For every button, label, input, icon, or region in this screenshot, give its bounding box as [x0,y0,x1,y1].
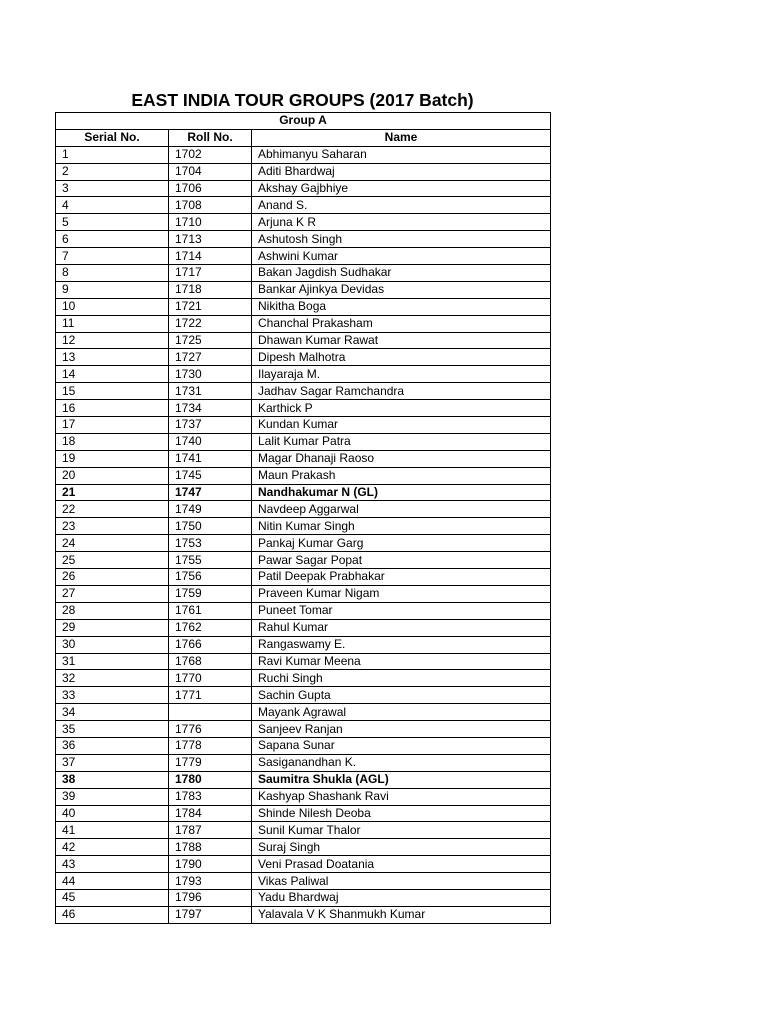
roster-body [56,146,551,923]
roll-no-cell: 1780 [169,771,252,788]
serial-no-cell: 40 [56,805,169,822]
name-cell: Dhawan Kumar Rawat [252,332,551,349]
table-row [56,788,551,805]
roll-no-cell: 1721 [169,298,252,315]
table-row [56,687,551,704]
table-row [56,873,551,890]
roll-no-cell: 1747 [169,484,252,501]
column-header-row [56,129,551,146]
group-header-row [56,113,551,130]
roll-no-cell: 1779 [169,754,252,771]
serial-no-cell: 17 [56,417,169,434]
name-cell: Jadhav Sagar Ramchandra [252,383,551,400]
table-row [56,619,551,636]
serial-no-cell: 39 [56,788,169,805]
serial-no-cell: 15 [56,383,169,400]
table-row [56,535,551,552]
name-cell: Pawar Sagar Popat [252,552,551,569]
serial-no-cell: 12 [56,332,169,349]
roll-no-cell: 1771 [169,687,252,704]
table-row [56,265,551,282]
serial-no-cell: 20 [56,467,169,484]
serial-no-cell: 9 [56,281,169,298]
name-cell: Saumitra Shukla (AGL) [252,771,551,788]
name-cell: Sanjeev Ranjan [252,721,551,738]
table-row [56,467,551,484]
roll-no-cell: 1734 [169,400,252,417]
name-cell: Sachin Gupta [252,687,551,704]
table-row [56,214,551,231]
serial-no-cell: 24 [56,535,169,552]
roll-no-cell: 1740 [169,433,252,450]
roll-no-cell: 1704 [169,163,252,180]
roll-no-cell: 1702 [169,146,252,163]
table-row [56,298,551,315]
roll-no-cell: 1713 [169,231,252,248]
serial-no-cell: 33 [56,687,169,704]
roll-no-cell: 1727 [169,349,252,366]
name-cell: Ravi Kumar Meena [252,653,551,670]
serial-no-cell: 28 [56,602,169,619]
table-row [56,737,551,754]
name-cell: Chanchal Prakasham [252,315,551,332]
roll-no-cell: 1730 [169,366,252,383]
table-row [56,349,551,366]
name-cell: Pankaj Kumar Garg [252,535,551,552]
name-cell: Sasiganandhan K. [252,754,551,771]
name-cell: Arjuna K R [252,214,551,231]
serial-no-cell: 34 [56,704,169,721]
roll-no-cell: 1750 [169,518,252,535]
roll-no-cell: 1797 [169,906,252,923]
name-cell: Patil Deepak Prabhakar [252,569,551,586]
table-row [56,569,551,586]
name-cell: Shinde Nilesh Deoba [252,805,551,822]
table-row [56,484,551,501]
roll-no-cell: 1731 [169,383,252,400]
serial-no-cell: 38 [56,771,169,788]
name-cell: Magar Dhanaji Raoso [252,450,551,467]
roll-no-cell: 1776 [169,721,252,738]
table-row [56,315,551,332]
name-cell: Kashyap Shashank Ravi [252,788,551,805]
table-row [56,754,551,771]
roll-no-cell: 1790 [169,856,252,873]
serial-no-header: Serial No. [56,129,169,146]
table-row [56,248,551,265]
serial-no-cell: 19 [56,450,169,467]
serial-no-cell: 1 [56,146,169,163]
name-cell: Yalavala V K Shanmukh Kumar [252,906,551,923]
roll-no-cell: 1768 [169,653,252,670]
roll-no-cell: 1784 [169,805,252,822]
serial-no-cell: 43 [56,856,169,873]
table-row [56,366,551,383]
serial-no-cell: 14 [56,366,169,383]
roll-no-cell: 1706 [169,180,252,197]
table-row [56,433,551,450]
name-cell: Navdeep Aggarwal [252,501,551,518]
name-cell: Anand S. [252,197,551,214]
serial-no-cell: 35 [56,721,169,738]
name-cell: Ashutosh Singh [252,231,551,248]
name-cell: Nandhakumar N (GL) [252,484,551,501]
roll-no-cell: 1761 [169,602,252,619]
name-header: Name [252,129,551,146]
table-row [56,822,551,839]
serial-no-cell: 5 [56,214,169,231]
table-row [56,889,551,906]
roll-no-cell: 1753 [169,535,252,552]
table-row [56,518,551,535]
table-row [56,417,551,434]
name-cell: Bankar Ajinkya Devidas [252,281,551,298]
name-cell: Karthick P [252,400,551,417]
roll-no-cell [169,704,252,721]
table-row [56,839,551,856]
roll-no-cell: 1770 [169,670,252,687]
name-cell: Lalit Kumar Patra [252,433,551,450]
table-row [56,704,551,721]
roll-no-cell: 1722 [169,315,252,332]
serial-no-cell: 37 [56,754,169,771]
name-cell: Praveen Kumar Nigam [252,585,551,602]
roll-no-cell: 1741 [169,450,252,467]
serial-no-cell: 7 [56,248,169,265]
serial-no-cell: 42 [56,839,169,856]
serial-no-cell: 2 [56,163,169,180]
roll-no-cell: 1778 [169,737,252,754]
name-cell: Mayank Agrawal [252,704,551,721]
serial-no-cell: 3 [56,180,169,197]
roll-no-cell: 1783 [169,788,252,805]
table-row [56,281,551,298]
table-row [56,332,551,349]
roll-no-header: Roll No. [169,129,252,146]
table-row [56,197,551,214]
name-cell: Maun Prakash [252,467,551,484]
name-cell: Abhimanyu Saharan [252,146,551,163]
serial-no-cell: 45 [56,889,169,906]
group-label: Group A [56,113,551,130]
roll-no-cell: 1759 [169,585,252,602]
name-cell: Nitin Kumar Singh [252,518,551,535]
serial-no-cell: 22 [56,501,169,518]
table-row [56,501,551,518]
name-cell: Veni Prasad Doatania [252,856,551,873]
roll-no-cell: 1788 [169,839,252,856]
document-title: EAST INDIA TOUR GROUPS (2017 Batch) [131,90,474,110]
roll-no-cell: 1793 [169,873,252,890]
table-row [56,602,551,619]
name-cell: Rahul Kumar [252,619,551,636]
roll-no-cell: 1796 [169,889,252,906]
table-row [56,585,551,602]
roll-no-cell: 1737 [169,417,252,434]
table-row [56,146,551,163]
roll-no-cell: 1745 [169,467,252,484]
serial-no-cell: 11 [56,315,169,332]
name-cell: Kundan Kumar [252,417,551,434]
table-row [56,552,551,569]
serial-no-cell: 36 [56,737,169,754]
serial-no-cell: 18 [56,433,169,450]
serial-no-cell: 26 [56,569,169,586]
roll-no-cell: 1756 [169,569,252,586]
name-cell: Puneet Tomar [252,602,551,619]
table-row [56,383,551,400]
serial-no-cell: 21 [56,484,169,501]
table-row [56,636,551,653]
name-cell: Nikitha Boga [252,298,551,315]
roll-no-cell: 1708 [169,197,252,214]
serial-no-cell: 46 [56,906,169,923]
table-row [56,721,551,738]
serial-no-cell: 6 [56,231,169,248]
table-row [56,231,551,248]
name-cell: Aditi Bhardwaj [252,163,551,180]
name-cell: Dipesh Malhotra [252,349,551,366]
table-row [56,180,551,197]
roll-no-cell: 1714 [169,248,252,265]
roll-no-cell: 1787 [169,822,252,839]
serial-no-cell: 29 [56,619,169,636]
table-row [56,163,551,180]
table-row [56,670,551,687]
serial-no-cell: 32 [56,670,169,687]
name-cell: Rangaswamy E. [252,636,551,653]
name-cell: Sapana Sunar [252,737,551,754]
serial-no-cell: 4 [56,197,169,214]
roll-no-cell: 1717 [169,265,252,282]
serial-no-cell: 10 [56,298,169,315]
serial-no-cell: 44 [56,873,169,890]
table-row [56,771,551,788]
name-cell: Suraj Singh [252,839,551,856]
serial-no-cell: 16 [56,400,169,417]
name-cell: Ashwini Kumar [252,248,551,265]
serial-no-cell: 13 [56,349,169,366]
roll-no-cell: 1766 [169,636,252,653]
serial-no-cell: 27 [56,585,169,602]
serial-no-cell: 41 [56,822,169,839]
table-row [56,856,551,873]
roll-no-cell: 1749 [169,501,252,518]
table-row [56,400,551,417]
group-roster-table [55,112,551,924]
name-cell: Sunil Kumar Thalor [252,822,551,839]
serial-no-cell: 23 [56,518,169,535]
name-cell: Vikas Paliwal [252,873,551,890]
serial-no-cell: 31 [56,653,169,670]
roll-no-cell: 1710 [169,214,252,231]
roll-no-cell: 1718 [169,281,252,298]
name-cell: Yadu Bhardwaj [252,889,551,906]
roll-no-cell: 1755 [169,552,252,569]
table-row [56,450,551,467]
table-row [56,906,551,923]
roll-no-cell: 1725 [169,332,252,349]
name-cell: Ilayaraja M. [252,366,551,383]
serial-no-cell: 25 [56,552,169,569]
roll-no-cell: 1762 [169,619,252,636]
serial-no-cell: 30 [56,636,169,653]
name-cell: Akshay Gajbhiye [252,180,551,197]
table-row [56,805,551,822]
serial-no-cell: 8 [56,265,169,282]
table-row [56,653,551,670]
name-cell: Ruchi Singh [252,670,551,687]
name-cell: Bakan Jagdish Sudhakar [252,265,551,282]
